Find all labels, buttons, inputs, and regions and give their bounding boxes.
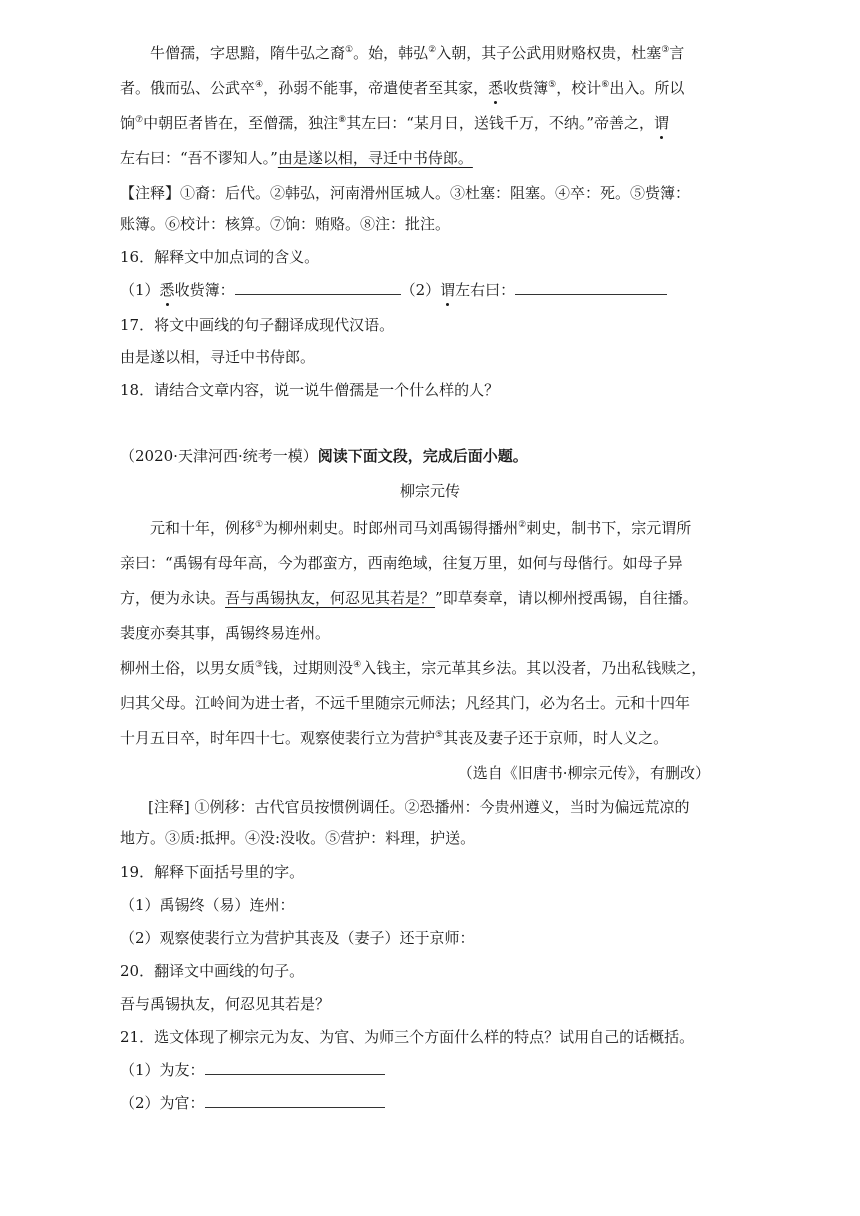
answer-blank-16-2[interactable] — [515, 280, 667, 295]
passage2-line-1: 元和十年，例移①为柳州刺史。时郎州司马刘禹锡得播州②刺史，制书下，宗元谓所 — [150, 519, 692, 537]
notes2-line-1: [注释] ①例移：古代官员按惯例调任。②恐播州：今贵州遵义，当时为偏远荒凉的 — [148, 798, 690, 816]
question-16-items: （1）悉收赀簿： （2）谓左右曰： — [120, 280, 667, 300]
passage2-line-3: 方，便为永诀。吾与禹锡执友，何忍见其若是？”即草奏章，请以柳州授禹锡，自往播。 — [120, 589, 698, 607]
section2-title: 柳宗元传 — [399, 482, 460, 500]
question-17-title: 17．将文中画线的句子翻译成现代汉语。 — [120, 316, 395, 334]
passage2-line-2: 亲曰：“禹锡有母年高，今为郡蛮方，西南绝域，往复万里，如何与母偕行。如母子异 — [120, 554, 683, 572]
passage2-line-7: 十月五日卒，时年四十七。观察使裴行立为营护⑤其丧及妻子还于京师，时人义之。 — [120, 729, 669, 747]
answer-blank-21-2[interactable] — [205, 1093, 385, 1108]
passage2-line-4: 裴度亦奏其事，禹锡终易连州。 — [120, 624, 331, 642]
question-19-item-1: （1）禹锡终（易）连州： — [120, 896, 295, 914]
question-17-sentence: 由是遂以相，寻迁中书侍郎。 — [120, 348, 316, 366]
question-21-title: 21．选文体现了柳宗元为友、为官、为师三个方面什么样的特点？试用自己的话概括。 — [120, 1028, 695, 1046]
question-20-sentence: 吾与禹锡执友，何忍见其若是？ — [120, 995, 331, 1013]
underlined-sentence-1: 由是遂以相，寻迁中书侍郎。 — [277, 149, 473, 167]
question-16-title: 16．解释文中加点词的含义。 — [120, 248, 320, 266]
passage1-line-3: 饷⑦中朝臣者皆在，至僧孺，独注⑧其左曰：“某月日，送钱千万，不纳。”帝善之，谓 — [120, 114, 670, 132]
answer-blank-21-1[interactable] — [205, 1060, 385, 1075]
question-20-title: 20．翻译文中画线的句子。 — [120, 962, 305, 980]
passage1-line-1: 牛僧孺，字思黯，隋牛弘之裔①。始，韩弘②入朝，其子公武用财赂权贵，杜塞③言 — [150, 44, 685, 62]
notes1-line-2: 账簿。⑥校计：核算。⑦饷：贿赂。⑧注：批注。 — [120, 215, 451, 233]
passage2-line-5: 柳州土俗，以男女质③钱，过期则没④入钱主，宗元革其乡法。其以没者，乃出私钱赎之， — [120, 659, 707, 677]
question-19-title: 19．解释下面括号里的字。 — [120, 863, 305, 881]
notes2-line-2: 地方。③质:抵押。④没:没收。⑤营护：料理，护送。 — [120, 829, 476, 847]
question-21-item-1: （1）为友： — [120, 1060, 385, 1080]
underlined-sentence-2: 吾与禹锡执友，何忍见其若是？ — [225, 589, 436, 607]
passage2-line-6: 归其父母。江岭间为进士者，不远千里随宗元师法；凡经其门，必为名士。元和十四年 — [120, 694, 691, 712]
question-21-item-2: （2）为官： — [120, 1093, 385, 1113]
section2-header: （2020·天津河西·统考一模）阅读下面文段，完成后面小题。 — [120, 447, 528, 465]
question-19-item-2: （2）观察使裴行立为营护其丧及（妻子）还于京师： — [120, 929, 475, 947]
notes1-line-1: 【注释】①裔：后代。②韩弘，河南滑州匡城人。③杜塞：阻塞。④卒：死。⑤赀簿： — [120, 184, 691, 202]
passage1-line-2: 者。俄而弘、公武卒④，孙弱不能事，帝遣使者至其家，悉收赀簿⑤，校计⑥出入。所以 — [120, 79, 685, 97]
passage1-line-4: 左右曰：“吾不谬知人。”由是遂以相，寻迁中书侍郎。 — [120, 149, 473, 167]
question-18-title: 18．请结合文章内容，说一说牛僧孺是一个什么样的人？ — [120, 381, 500, 399]
passage2-source: （选自《旧唐书·柳宗元传》，有删改） — [457, 764, 710, 782]
answer-blank-16-1[interactable] — [235, 280, 401, 295]
